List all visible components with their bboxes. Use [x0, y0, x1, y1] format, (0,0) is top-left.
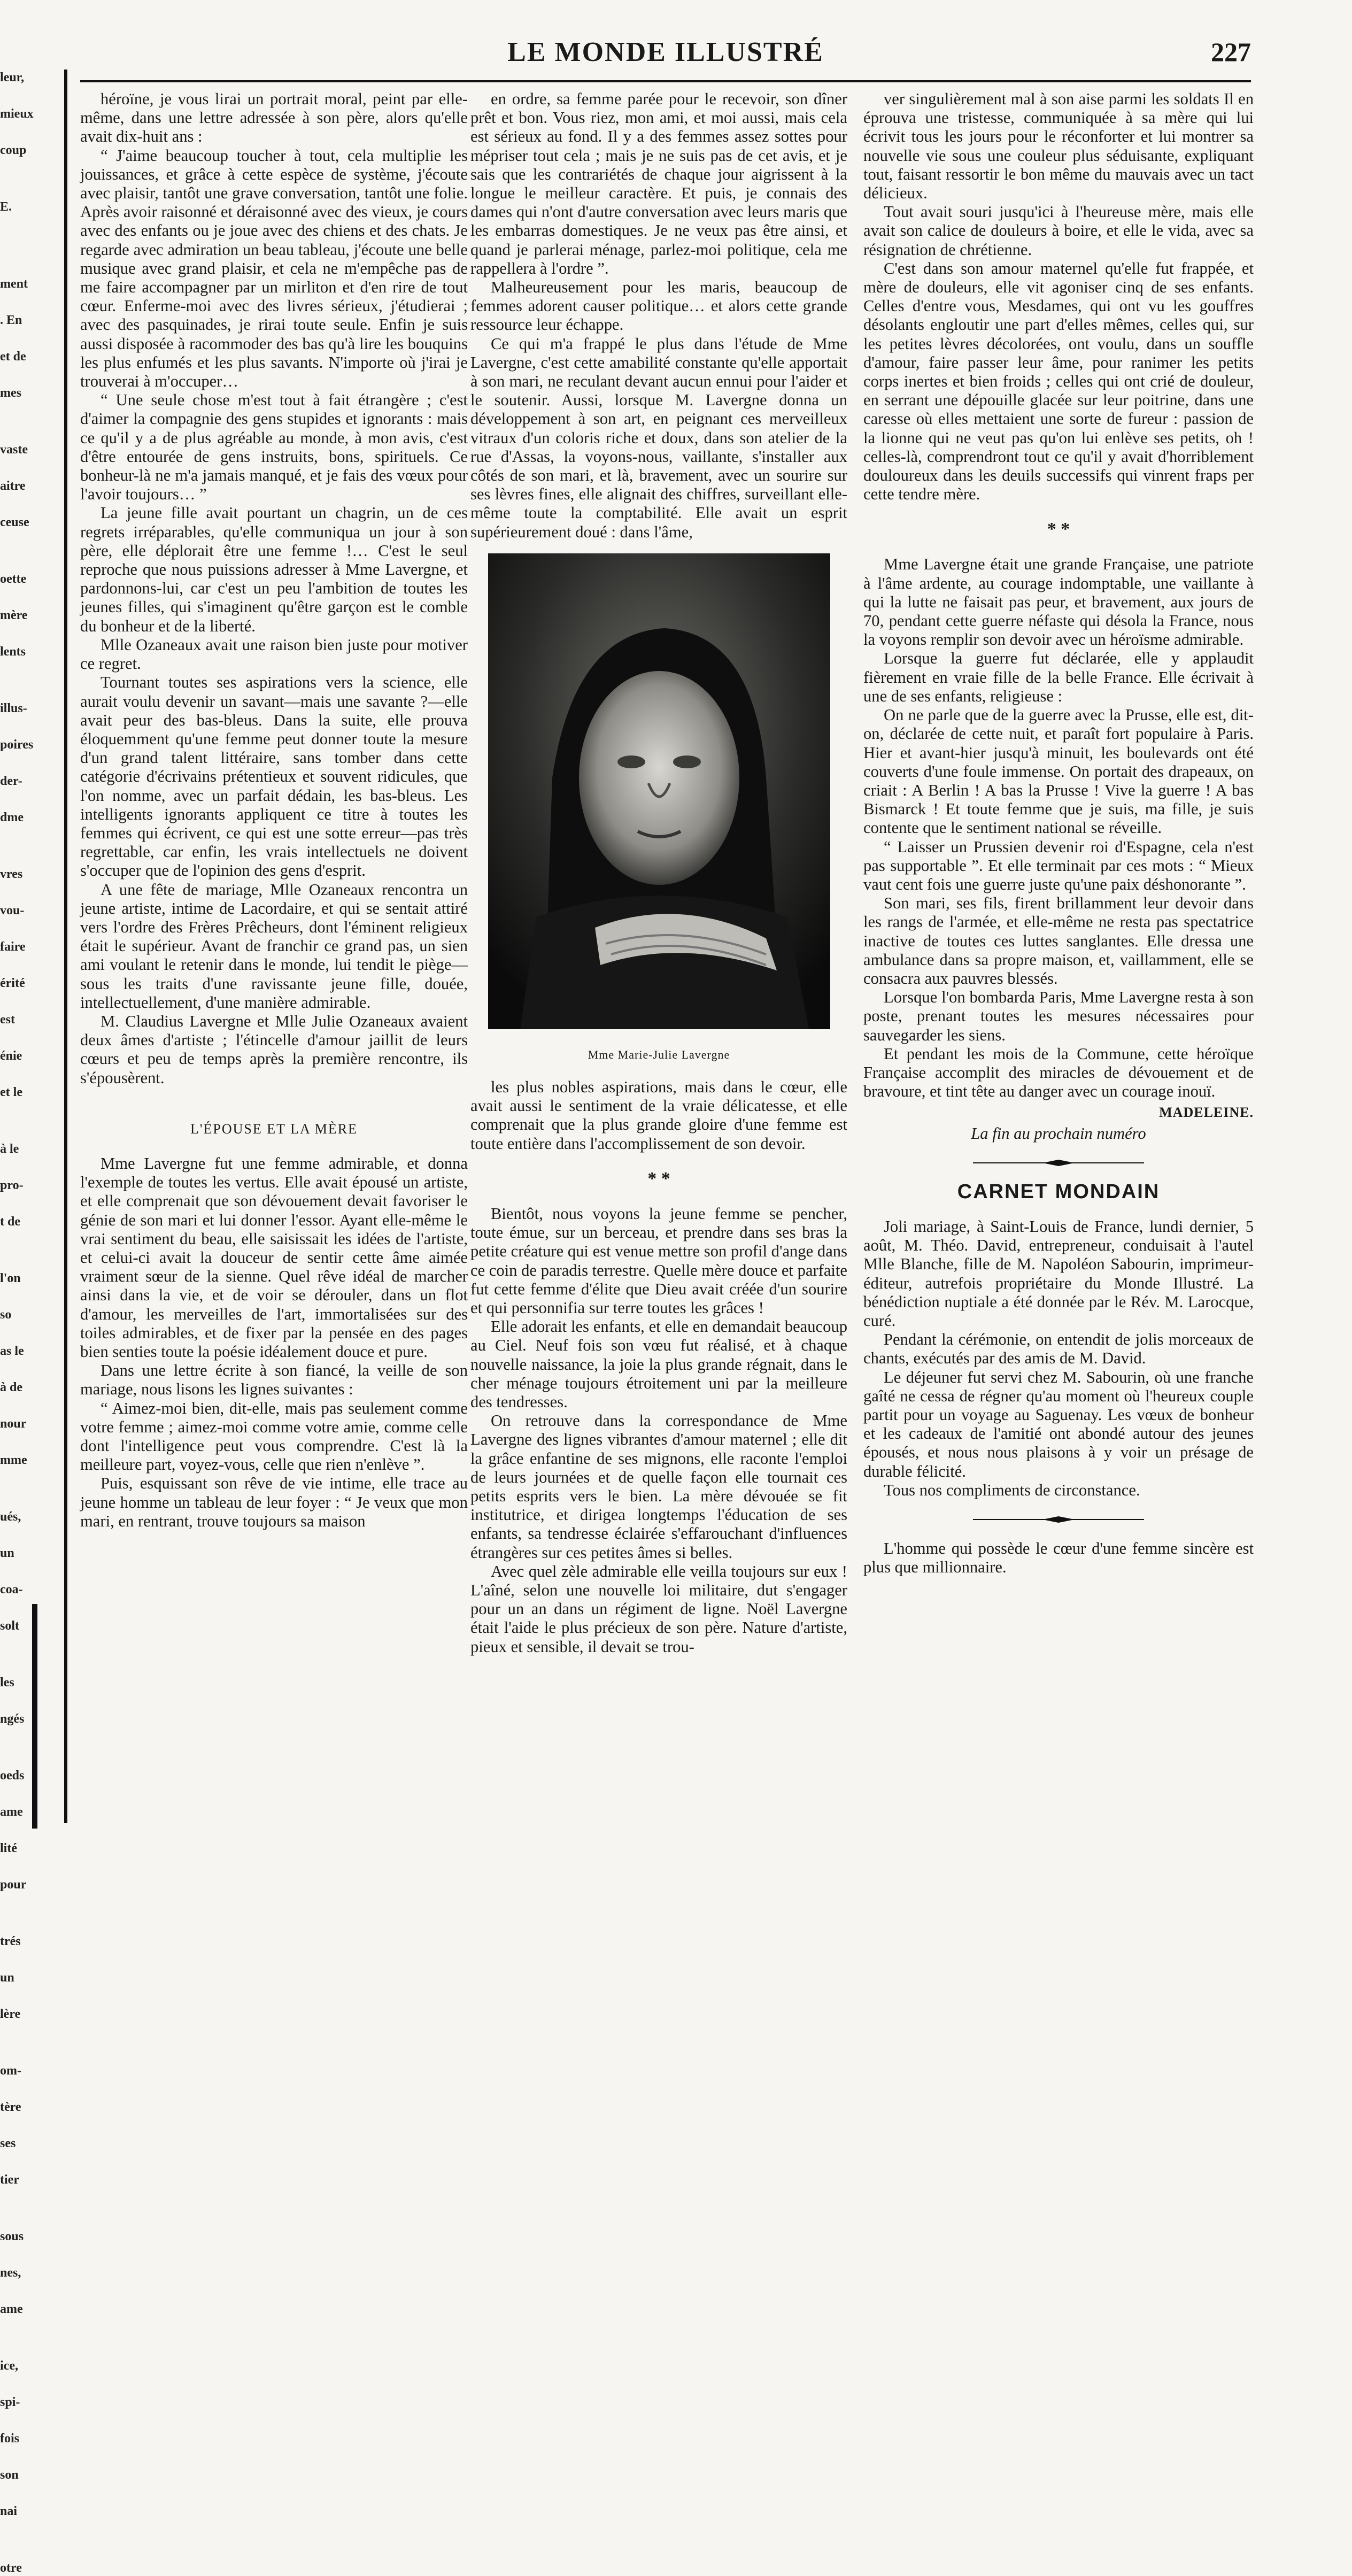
margin-fragment: à de	[0, 1380, 22, 1394]
margin-fragment: lité	[0, 1841, 17, 1855]
binding-edge	[32, 1604, 37, 1829]
paragraph: en ordre, sa femme parée pour le recevoir, son dîner prêt et bon. Vous riez, mon ami, et moi aussi, mais cela est sérieux au fond. Il y a des femmes assez sottes pour mépriser tout cela ; mais je ne suis pas de cet avis, et je sais que les contrariétés de chaque jour aigrissent à la longue le meilleur caractère. Et puis, je connais des dames qui n'ont d'autre conversation avec leurs maris que les embarras domestiques. Je ne veux pas être ainsi, et quand je parlerai ménage, parlez-moi politique, cela me rappellera à l'ordre ”.	[470, 90, 847, 277]
margin-fragment: l'on	[0, 1271, 21, 1285]
continued-note: La fin au prochain numéro	[971, 1124, 1146, 1143]
margin-fragment: mes	[0, 386, 21, 400]
margin-fragment: dme	[0, 811, 24, 824]
margin-fragment: E.	[0, 200, 12, 214]
margin-fragment: as le	[0, 1344, 24, 1358]
paragraph: On ne parle que de la guerre avec la Prusse, elle est, dit-on, déclarée de cette nuit, et paraît fort populaire à Paris. Hier et avant-hier jusqu'à minuit, les boulevards ont été couverts d'une foule immense. On portait des drapeaux, on criait : A Berlin ! A bas la Prusse ! Vive la guerre ! A bas Bismarck ! Et toute femme que je suis, ma fille, je suis contente que le sentiment national se réveille.	[863, 706, 1254, 837]
paragraph: ver singulièrement mal à son aise parmi les soldats Il en éprouva une tristesse, communiquée à sa mère qui lui écrivit tous les jours pour le réconforter et lui montrer sa nouvelle vie sous une couleur plus séduisante, expliquant tout, faisant ressortir le bon même du mauvais avec un tact délicieux.	[863, 90, 1254, 203]
margin-fragment: leur,	[0, 71, 25, 84]
page-number: 227	[1211, 37, 1251, 67]
paragraph: Avec quel zèle admirable elle veilla toujours sur eux ! L'aîné, selon une nouvelle loi militaire, dut s'engager pour un an dans un régiment de ligne. Noël Lavergne était l'aide le plus précieux de son père. Nature d'artiste, pieux et sensible, il devait se trou-	[470, 1562, 847, 1656]
paragraph: Puis, esquissant son rêve de vie intime, elle trace au jeune homme un tableau de leur foyer : “ Je veux que mon mari, en rentrant, trouve toujours sa maison	[80, 1474, 468, 1530]
column-1-text	[80, 90, 468, 1088]
margin-fragment: les	[0, 1676, 14, 1690]
margin-fragment: t de	[0, 1215, 20, 1229]
paragraph: Tournant toutes ses aspirations vers la science, elle aurait voulu devenir un savant—mais une savante ?—elle avait peur des bas-bleus. Dans la suite, elle prouva éloquemment qu'une femme peut donner toute la mesure d'un grand talent littéraire, sans tomber dans cette catégorie d'écrivains prétentieux et souvent ridicules, que l'on nomme, avec un parfait dédain, les bas-bleus. Les intelligents ignorants appliquent ce titre à toutes les femmes qui écrivent, ce qui est une sotte erreur—pas très regrettable, car enfin, les vrais intellectuels ne doivent s'occuper que de l'opinion des gens d'esprit.	[80, 673, 468, 880]
margin-fragment: énie	[0, 1049, 22, 1063]
paragraph: héroïne, je vous lirai un portrait moral, peint par elle-même, dans une lettre adressée à son père, alors qu'elle avait dix-huit ans :	[80, 90, 468, 146]
paragraph: Son mari, ses fils, firent brillamment leur devoir dans les rangs de l'armée, et elle-même ne resta pas spectatrice inactive de toutes ces luttes sanglantes. Elle dressa une ambulance dans sa propre maison, et, vaillamment, elle se consacra aux pauvres blessés.	[863, 894, 1254, 988]
section-separator-stars: * *	[647, 1168, 670, 1189]
margin-fragment: sous	[0, 2230, 24, 2243]
column-2	[470, 90, 847, 1656]
carnet-mondain-title: CARNET MONDAIN	[957, 1180, 1160, 1203]
margin-fragment: spi-	[0, 2395, 20, 2409]
paragraph: Elle adorait les enfants, et elle en demandait beaucoup au Ciel. Neuf fois son vœu fut réalisé, et à chaque nouvelle naissance, la joie la plus grande régnait, dans le cher ménage toujours étroitement uni par la meilleure des tendresses.	[470, 1317, 847, 1411]
paragraph: Tout avait souri jusqu'ici à l'heureuse mère, mais elle avait son calice de douleurs à boire, et elle le vida, avec sa résignation de chrétienne.	[863, 203, 1254, 259]
column-1-text-2	[80, 1154, 468, 1531]
margin-fragment: ame	[0, 2302, 23, 2316]
margin-fragment: coup	[0, 143, 27, 157]
margin-fragment: oeds	[0, 1769, 25, 1783]
margin-fragment: ame	[0, 1805, 23, 1819]
paragraph: Mme Lavergne fut une femme admirable, et donna l'exemple de toutes les vertus. Elle avait épousé un artiste, et elle comprenait que son dévouement devait favoriser le génie de son mari et lui donner l'essor. Ayant elle-même le vrai sentiment du beau, elle saisissait les idées de l'artiste, et celui-ci avait la douceur de sentir cette âme aimée vraiment sœur de la sienne. Quel rêve idéal de marcher ainsi dans la vie, et de voir se dérouler, dans un flot d'amour, les merveilles de l'art, immortalisées sur des toiles admirables, et de fixer par la pensée en des pages bien senties toute la poésie idéalement douce et pure.	[80, 1154, 468, 1361]
margin-fragment: ment	[0, 277, 28, 291]
margin-fragment: tère	[0, 2100, 21, 2114]
paragraph: Et pendant les mois de la Commune, cette héroïque Française accomplit des miracles de dévouement et de bravoure, et tint tête au danger avec un courage inouï.	[863, 1044, 1254, 1101]
column-2-text-2	[470, 1078, 847, 1153]
margin-fragment: ués,	[0, 1510, 21, 1524]
portrait-caption: Mme Marie-Julie Lavergne	[588, 1047, 730, 1061]
closing-quote: L'homme qui possède le cœur d'une femme sincère est plus que millionnaire.	[863, 1539, 1254, 1577]
margin-fragment: otre	[0, 2561, 22, 2575]
margin-fragment: solt	[0, 1619, 19, 1633]
section-separator-stars: * *	[1047, 519, 1070, 539]
paragraph: Le déjeuner fut servi chez M. Sabourin, où une franche gaîté ne cessa de régner qu'au moment où l'heureux couple partit pour un voyage au Saguenay. Les vœux de bonheur et les cadeaux de l'amitié ont abondé autour des jeunes épousés, et nous nous plaisons à y voir un présage de durable félicité.	[863, 1368, 1254, 1480]
margin-fragment: lents	[0, 645, 26, 659]
paragraph: Mme Lavergne était une grande Française, une patriote à l'âme ardente, au courage indomptable, une vaillante à qui la lutte ne faisait pas peur, et bravement, aux jours de 70, pendant cette guerre néfaste qui désola la France, nous la voyons remplir son devoir avec un héroïsme admirable.	[863, 555, 1254, 649]
margin-fragment: vres	[0, 867, 23, 881]
paragraph: Ce qui m'a frappé le plus dans l'étude de Mme Lavergne, c'est cette amabilité constante qu'elle apportait à son mari, ne reculant devant aucun ennui pour l'aider et le soutenir. Aussi, lorsque M. Lavergne donna un développement à son art, en peignant ces merveilleux vitraux d'un coloris riche et doux, dans son atelier de la rue d'Assas, la voyons-nous, vaillante, s'installer aux côtés de son mari, et là, bravement, avec un sourire sur ses lèvres fines, elle alignait des chiffres, surveillant elle-même toute la comptabilité. Elle avait un esprit supérieurement doué : dans l'âme,	[470, 334, 847, 541]
margin-fragment: aitre	[0, 479, 26, 493]
portrait-photo	[488, 553, 830, 1029]
column-3-text-2	[863, 555, 1254, 1101]
margin-fragment: érité	[0, 976, 25, 990]
margin-fragment: der-	[0, 774, 22, 788]
paragraph: “ Laisser un Prussien devenir roi d'Espagne, cela n'est pas supportable ”. Et elle terminait par ces mots : “ Mieux vaut cent fois une guerre juste qu'une paix déshonorante ”.	[863, 837, 1254, 893]
paragraph: On retrouve dans la correspondance de Mme Lavergne des lignes vibrantes d'amour maternel ; elle dit la grâce enfantine de ses mignons, elle raconte l'emploi de leurs journées et de quelle façon elle tournait ces petits esprits vers le bien. La mère dévouée se fit institutrice, et dirigea longtemps l'éducation de ses enfants, sa tendresse éclairée s'effarouchant d'influences étrangères sur ces petites âmes si belles.	[470, 1412, 847, 1562]
margin-fragment: oette	[0, 572, 27, 586]
margin-fragment: est	[0, 1013, 15, 1027]
margin-fragment: mère	[0, 608, 28, 622]
adjacent-page-margin	[0, 70, 67, 2575]
carnet-text	[863, 1217, 1254, 1500]
column-2-text	[470, 90, 847, 542]
paragraph: M. Claudius Lavergne et Mlle Julie Ozaneaux avaient deux âmes d'artiste ; l'étincelle d'amour jaillit de leurs cœurs et peu de temps après la première rencontre, ils s'épousèrent.	[80, 1012, 468, 1087]
paragraph: les plus nobles aspirations, mais dans le cœur, elle avait aussi le sentiment de la vraie délicatesse, et elle comprenait que la plus grande gloire d'une femme est toute entière dans l'accomplissement de son devoir.	[470, 1078, 847, 1153]
paragraph: Lorsque l'on bombarda Paris, Mme Lavergne resta à son poste, prenant toutes les mesures nécessaires pour sauvegarder les siens.	[863, 988, 1254, 1044]
paragraph: La jeune fille avait pourtant un chagrin, un de ces regrets irréparables, qu'elle communiqua un jour à son père, elle déplorait être une femme !… C'est le seul reproche que nous puissions adresser à Mme Lavergne, et pardonnons-lui, car c'est un peu l'ambition de toutes les jeunes filles, qui s'imaginent qu'être garçon est le comble du bonheur et de la liberté.	[80, 504, 468, 635]
margin-fragment: om-	[0, 2064, 21, 2078]
paragraph: Bientôt, nous voyons la jeune femme se pencher, toute émue, sur un berceau, et prendre dans ses bras la petite créature qui est venue mettre son profil d'ange dans ce coin de paradis terrestre. Quelle mère douce et parfaite fut cette femme d'élite que Dieu avait créée d'un sourire et qui personnifia sur terre toutes les grâces !	[470, 1204, 847, 1317]
margin-fragment: poires	[0, 738, 34, 752]
paragraph: “ Une seule chose m'est tout à fait étrangère ; c'est d'aimer la compagnie des gens stupides et ignorants : mais ce qu'il y a de plus agréable au monde, à mon avis, c'est d'être entourée de gens instruits, bons, spirituels. Ce bonheur-là ne m'a jamais manqué, et je fais des vœux pour l'avoir toujours… ”	[80, 391, 468, 504]
margin-fragment: tier	[0, 2173, 19, 2187]
paragraph: “ J'aime beaucoup toucher à tout, cela multiplie les jouissances, et grâce à cette espèce de système, j'écoute avec plaisir, tantôt une grave conversation, tantôt une folie. Après avoir raisonné et déraisonné avec des vieux, je cours avec des enfants ou je joue avec des chiens et des chats. Je regarde avec admiration un beau tableau, j'écoute une belle musique avec grand plaisir, et cela ne m'empêche pas de me faire accompagner par un mirliton et d'en rire de tout cœur. Enferme-moi avec des livres sérieux, j'étudierai ; avec des pasquinades, je rirai toute seule. Enfin je suis aussi disposée à racommoder des bas qu'à lire les bouquins les plus enfumés et les plus savants. N'importe où j'irai je trouverai à m'occuper…	[80, 146, 468, 391]
margin-fragment: so	[0, 1308, 12, 1322]
margin-fragment: pro-	[0, 1178, 24, 1192]
margin-fragment: trés	[0, 1934, 21, 1948]
margin-fragment: un	[0, 1971, 14, 1985]
margin-fragment: lère	[0, 2007, 21, 2021]
paragraph: Pendant la cérémonie, on entendit de jolis morceaux de chants, exécutés par des amis de M. David.	[863, 1330, 1254, 1368]
paragraph: A une fête de mariage, Mlle Ozaneaux rencontra un jeune artiste, intime de Lacordaire, et qui se sentait attiré vers l'ordre des Frères Prêcheurs, dont l'éminent religieux était le supérieur. Avant de franchir ce grand pas, un sien ami voulant le retenir dans le monde, lui tendit le piège—sous les traits d'une ravissante jeune fille, douée, intellectuellement, d'une manière admirable.	[80, 880, 468, 1012]
ornament-divider-icon	[973, 1516, 1144, 1523]
paragraph: Tous nos compliments de circonstance.	[884, 1480, 1140, 1499]
margin-fragment: fois	[0, 2432, 19, 2446]
margin-fragment: vou-	[0, 904, 25, 917]
column-3-text	[863, 90, 1254, 504]
margin-fragment: vaste	[0, 443, 28, 457]
margin-fragment: . En	[0, 313, 22, 327]
margin-fragment: mme	[0, 1453, 27, 1467]
margin-fragment: nai	[0, 2504, 18, 2518]
page-header	[80, 36, 1251, 82]
margin-fragment: mieux	[0, 107, 34, 121]
margin-fragment: illus-	[0, 701, 27, 715]
margin-fragment: ice,	[0, 2359, 18, 2373]
paragraph: Dans une lettre écrite à son fiancé, la veille de son mariage, nous lisons les lignes suivantes :	[80, 1361, 468, 1399]
margin-fragment: et de	[0, 350, 26, 364]
margin-fragment: à le	[0, 1142, 19, 1156]
margin-fragment: faire	[0, 940, 26, 954]
portrait-image-icon	[488, 553, 830, 1029]
margin-fragment: son	[0, 2468, 19, 2482]
column-3	[863, 90, 1254, 1577]
paragraph: Mlle Ozaneaux avait une raison bien juste pour motiver ce regret.	[80, 635, 468, 673]
margin-fragment: pour	[0, 1878, 27, 1892]
margin-fragment: nour	[0, 1417, 27, 1431]
paragraph: Lorsque la guerre fut déclarée, elle y applaudit fièrement en vraie fille de la belle France. Elle écrivait à une de ses enfants, religieuse :	[863, 649, 1254, 705]
publication-title: LE MONDE ILLUSTRÉ	[507, 37, 824, 67]
margin-fragment: nes,	[0, 2266, 21, 2280]
margin-fragment: et le	[0, 1085, 22, 1099]
paragraph: “ Aimez-moi bien, dit-elle, mais pas seulement comme votre femme ; aimez-moi comme votre amie, comme celle dont l'intelligence peut vous comprendre. C'est là la meilleure part, voyez-vous, celle que rien n'enlève ”.	[80, 1399, 468, 1474]
margin-fragment: ngés	[0, 1712, 25, 1726]
column-1	[80, 90, 468, 1531]
margin-fragment: ceuse	[0, 515, 29, 529]
ornament-divider-icon	[973, 1159, 1144, 1167]
section-heading: L'ÉPOUSE ET LA MÈRE	[190, 1121, 358, 1137]
margin-fragment: ses	[0, 2137, 16, 2150]
paragraph: Joli mariage, à Saint-Louis de France, lundi dernier, 5 août, M. Théo. David, entrepreneur, conduisait à l'autel Mlle Blanche, fille de M. Napoléon Sabourin, imprimeur-éditeur, autrefois propriétaire du Monde Illustré. La bénédiction nuptiale a été donnée par le Rév. M. Larocque, curé.	[863, 1217, 1254, 1330]
column-2-text-3	[470, 1205, 847, 1656]
author-signature: MADELEINE.	[1159, 1105, 1254, 1121]
margin-fragment: un	[0, 1546, 14, 1560]
margin-fragment: coa-	[0, 1583, 23, 1596]
paragraph: Malheureusement pour les maris, beaucoup de femmes adorent causer politique… et alors cette grande ressource leur échappe.	[470, 278, 847, 334]
paragraph: C'est dans son amour maternel qu'elle fut frappée, et mère de douleurs, elle vit agoniser cinq de ses enfants. Celles d'entre vous, Mesdames, qui ont vu les gouffres désolants engloutir une part d'elles mêmes, celles qui, sur les petites lèvres décolorées, ont voulu, dans un souffle d'amour, faire passer leur âme, pour ranimer les petits corps inertes et bien froids ; celles qui ont crié de douleur, en serrant une dépouille glacée sur leur poitrine, dans une caresse où elles mettaient une sorte de fureur : passion de la lionne qui ne veut pas qu'on lui enlève ses petits, oh ! celles-là, comprendront tout ce qu'il y avait d'horriblement douloureux dans les deuils successifs qui vinrent fraps per cette tendre mère.	[863, 259, 1254, 504]
